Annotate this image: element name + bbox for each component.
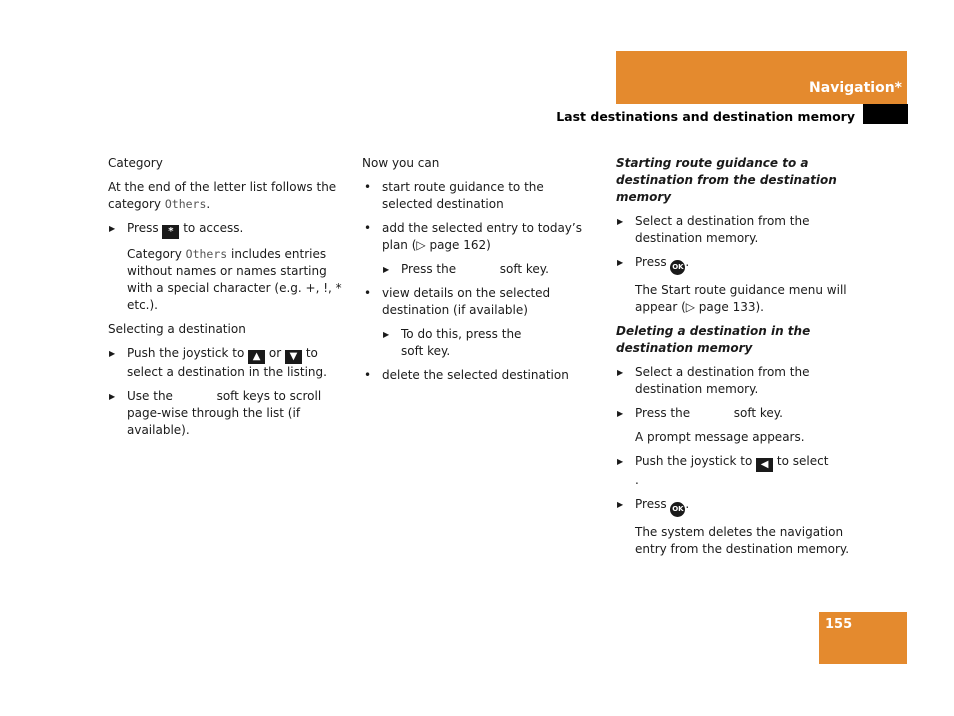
now-you-can: Now you can <box>362 156 440 170</box>
step-select-to-delete: ▶ Select a destination from the destination memory. <box>617 365 810 396</box>
bullet-icon: • <box>364 221 372 235</box>
others-term: Others <box>164 197 207 211</box>
substep-press-details: ▶ To do this, press the soft key. <box>383 327 526 358</box>
column-1 <box>108 155 346 446</box>
heading-start-guidance: Starting route guidance to a destination from the destination memory <box>616 156 837 204</box>
ok-button-icon: OK <box>670 260 685 275</box>
step-arrow-icon: ▶ <box>617 500 624 509</box>
bullet-icon: • <box>364 368 372 382</box>
bullet-icon: • <box>364 180 372 194</box>
substep-press-softkey: ▶ Press the soft key. <box>383 262 549 276</box>
step-arrow-icon: ▶ <box>109 349 116 358</box>
step-select-destination: ▶ Select a destination from the destination memory. <box>617 214 810 245</box>
step-arrow-icon: ▶ <box>383 330 390 339</box>
bullet-delete: • delete the selected destination <box>364 368 569 382</box>
joystick-down-icon: ▼ <box>285 350 302 364</box>
step-press-ok: ▶ Press OK . <box>616 254 856 275</box>
step-access-others: ▶ Press * to access. <box>109 221 244 237</box>
others-note: Category Others includes entries without names or names starting with a special character (e.g. +, !, * etc.). <box>127 247 342 312</box>
category-heading: Category <box>108 156 163 170</box>
step-arrow-icon: ▶ <box>383 265 390 274</box>
deleted-note: The system deletes the navigation entry from the destination memory. <box>635 525 850 556</box>
selecting-heading: Selecting a destination <box>108 322 246 336</box>
step-scroll-pages: ▶ Use the soft keys to scroll page-wise through the list (if available). <box>109 389 322 437</box>
subtitle-marker <box>863 104 908 124</box>
column-2 <box>362 155 598 391</box>
start-guidance-note: The Start route guidance menu will appear (▷ page 133). <box>635 283 847 314</box>
step-arrow-icon: ▶ <box>617 368 624 377</box>
heading-delete-destination: Deleting a destination in the destination memory <box>616 324 811 355</box>
page-subtitle: Last destinations and destination memory <box>556 109 855 124</box>
bullet-add-plan: • add the selected entry to today’s plan (▷ page 162) <box>364 221 582 252</box>
joystick-left-icon: ◀ <box>756 458 773 472</box>
step-press-delete-softkey: ▶ Press the soft key. <box>617 406 783 420</box>
column-3 <box>616 155 856 565</box>
bullet-view-details: • view details on the selected destination (if available) <box>364 286 551 317</box>
category-intro: At the end of the letter list follows the category Others. <box>108 180 337 211</box>
step-arrow-icon: ▶ <box>617 409 624 418</box>
bullet-start-guidance: • start route guidance to the selected destination <box>364 180 544 211</box>
ok-button-icon: OK <box>670 502 685 517</box>
bullet-icon: • <box>364 286 372 300</box>
step-arrow-icon: ▶ <box>109 392 116 401</box>
step-press-ok-delete: ▶ Press OK . <box>616 496 856 517</box>
step-joystick-left: ▶ Push the joystick to ◀ to select . <box>617 454 833 487</box>
others-term: Others <box>185 247 228 261</box>
section-title: Navigation* <box>809 80 902 96</box>
step-joystick-select: ▶ Push the joystick to ▲ or ▼ to select a destination in the listing. <box>109 346 327 379</box>
step-arrow-icon: ▶ <box>617 457 624 466</box>
joystick-up-icon: ▲ <box>248 350 265 364</box>
step-arrow-icon: ▶ <box>109 224 116 233</box>
step-arrow-icon: ▶ <box>617 258 624 267</box>
step-arrow-icon: ▶ <box>617 217 624 226</box>
prompt-note: A prompt message appears. <box>635 430 805 444</box>
star-key-icon: * <box>162 225 179 239</box>
page-number: 155 <box>825 617 853 632</box>
